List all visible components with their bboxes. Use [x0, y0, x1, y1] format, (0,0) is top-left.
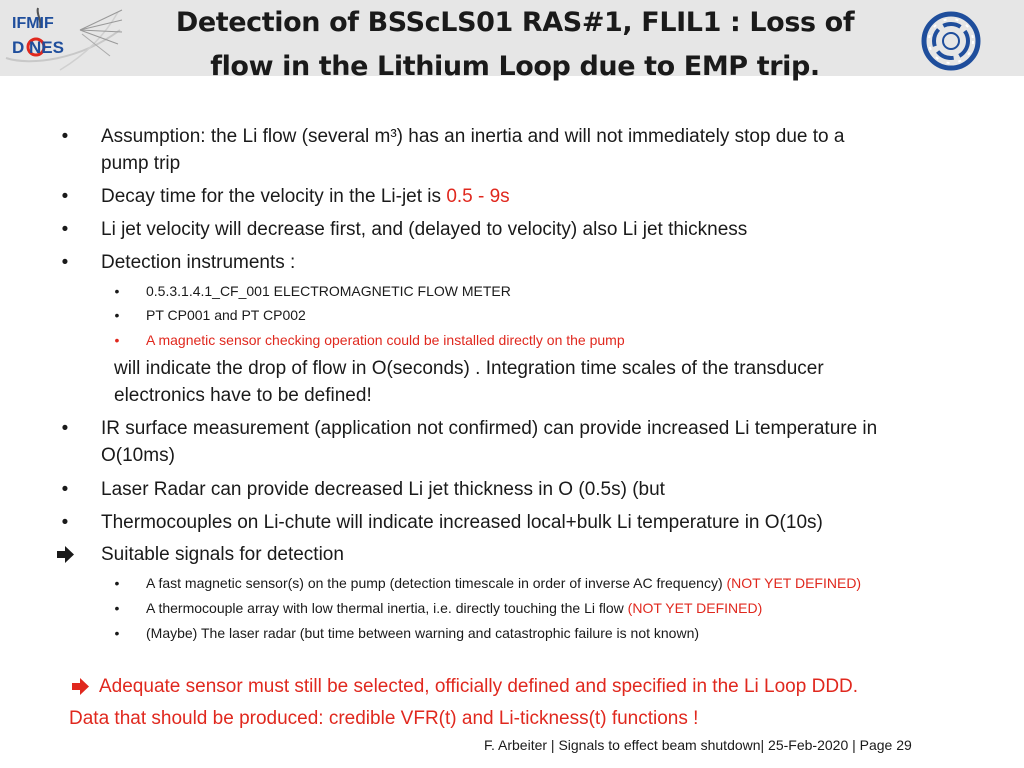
sub-bullet-laser-radar: (Maybe) The laser radar (but time between warning and catastrophic failure is not known): [146, 625, 700, 641]
bullet-assumption-line-2: pump trip: [101, 153, 181, 174]
sub-bullet-magnetic-sensor: A magnetic sensor checking operation could be installed directly on the pump: [146, 332, 625, 348]
bullet-ir-surface: [101, 415, 1001, 469]
bullet-dot-icon: •: [61, 479, 69, 500]
bullet-assumption-line-1: Assumption: the Li flow (several m³) has an inertia and will not immediately stop due to a: [101, 126, 845, 147]
right-arrow-icon: [55, 541, 79, 576]
not-yet-defined-label: (NOT YET DEFINED): [627, 600, 763, 616]
right-arrow-icon: [70, 673, 94, 708]
conclusion-line-2: Data that should be produced: credible VFR(t) and Li-tickness(t) functions !: [69, 708, 699, 729]
bullet-dot-icon: •: [114, 332, 120, 348]
instrument-indication-note: [114, 355, 994, 409]
indication-note-line-1: will indicate the drop of flow in O(seconds) . Integration time scales of the transducer: [114, 358, 824, 379]
slide-footer: F. Arbeiter | Signals to effect beam shutdown| 25-Feb-2020 | Page 29: [484, 737, 912, 753]
bullet-dot-icon: •: [61, 219, 69, 240]
fast-magnetic-sensor-text: A fast magnetic sensor(s) on the pump (detection timescale in order of inverse AC frequency): [146, 575, 727, 591]
bullet-jet-velocity: Li jet velocity will decrease first, and (delayed to velocity) also Li jet thickness: [101, 219, 748, 240]
bullet-suitable-signals: Suitable signals for detection: [101, 544, 344, 565]
bullet-dot-icon: •: [114, 283, 120, 299]
decay-time-text: Decay time for the velocity in the Li-jet is: [101, 186, 447, 207]
bullet-laser-radar: Laser Radar can provide decreased Li jet thickness in O (0.5s) (but: [101, 479, 665, 500]
thermocouple-array-text: A thermocouple array with low thermal inertia, i.e. directly touching the Li flow: [146, 600, 628, 616]
sub-bullet-fast-magnetic-sensor: [146, 574, 861, 592]
ir-surface-line-1: IR surface measurement (application not confirmed) can provide increased Li temperature in: [101, 418, 878, 439]
logo-text-ifmif: IFMIF: [12, 15, 54, 32]
title-line-1: Detection of BSScLS01 RAS#1, FLIL1 : Loss of: [175, 7, 855, 38]
decay-time-value: 0.5 - 9s: [446, 186, 510, 207]
sub-bullet-flow-meter: 0.5.3.1.4.1_CF_001 ELECTROMAGNETIC FLOW METER: [146, 283, 511, 299]
bullet-decay-time: [101, 183, 510, 210]
ir-surface-line-2: O(10ms): [101, 445, 175, 466]
bullet-dot-icon: •: [61, 126, 69, 147]
sub-bullet-pressure-transducers: PT CP001 and PT CP002: [146, 307, 306, 323]
logo-text-dones: D NES: [12, 38, 64, 57]
bullet-dot-icon: •: [114, 625, 120, 641]
bullet-dot-icon: •: [61, 252, 69, 273]
conclusion-line-1: Adequate sensor must still be selected, officially defined and specified in the Li Loop DDD.: [99, 676, 859, 697]
bullet-assumption: [101, 123, 1001, 177]
bullet-dot-icon: •: [61, 512, 69, 533]
not-yet-defined-label: (NOT YET DEFINED): [726, 575, 862, 591]
title-line-2: flow in the Lithium Loop due to EMP trip.: [210, 51, 820, 82]
sub-bullet-thermocouple-array: [146, 599, 762, 617]
bullet-dot-icon: •: [61, 186, 69, 207]
indication-note-line-2: electronics have to be defined!: [114, 385, 372, 406]
bullet-dot-icon: •: [61, 418, 69, 439]
bullet-dot-icon: •: [114, 307, 120, 323]
bullet-dot-icon: •: [114, 575, 120, 591]
bullet-dot-icon: •: [114, 600, 120, 616]
bullet-thermocouples: Thermocouples on Li-chute will indicate increased local+bulk Li temperature in O(10s): [101, 512, 823, 533]
bullet-detection-instruments: Detection instruments :: [101, 252, 296, 273]
